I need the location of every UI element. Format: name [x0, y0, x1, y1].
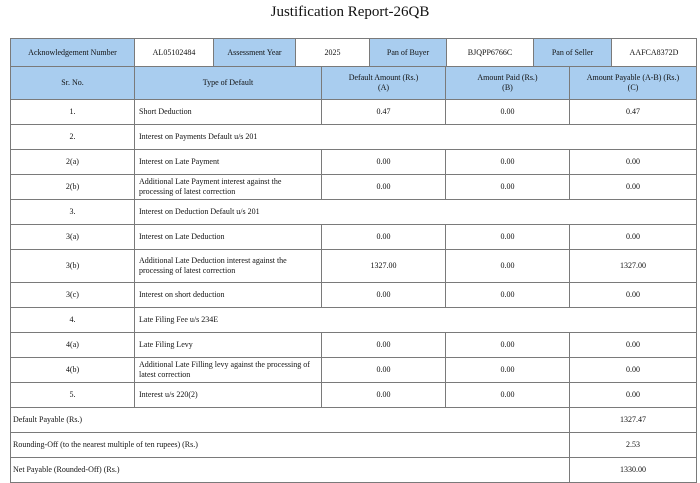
default-payable-label: Default Payable (Rs.)	[11, 408, 570, 433]
total-row-net-payable	[11, 458, 697, 483]
table-row	[11, 250, 697, 283]
row-amount-paid: 0.00	[446, 150, 570, 175]
row-amount-payable: 0.00	[570, 358, 697, 383]
row-section-title: Late Filing Fee u/s 234E	[135, 308, 697, 333]
row-sr-no: 3(a)	[11, 225, 135, 250]
row-amount-paid: 0.00	[446, 283, 570, 308]
row-amount-paid: 0.00	[446, 358, 570, 383]
row-type-of-default: Late Filing Levy	[135, 333, 322, 358]
row-type-of-default: Interest on Late Deduction	[135, 225, 322, 250]
row-amount-paid: 0.00	[446, 225, 570, 250]
row-type-of-default: Interest on Late Payment	[135, 150, 322, 175]
info-table	[10, 38, 697, 67]
pan-buyer-label: Pan of Buyer	[370, 39, 447, 67]
row-section-title: Interest on Payments Default u/s 201	[135, 125, 697, 150]
row-amount-payable: 0.00	[570, 383, 697, 408]
row-sr-no: 1.	[11, 100, 135, 125]
row-amount-payable: 0.00	[570, 333, 697, 358]
row-sr-no: 5.	[11, 383, 135, 408]
row-default-amount: 0.47	[322, 100, 446, 125]
row-type-of-default: Short Deduction	[135, 100, 322, 125]
table-row	[11, 225, 697, 250]
net-payable-label: Net Payable (Rounded-Off) (Rs.)	[11, 458, 570, 483]
row-sr-no: 3.	[11, 200, 135, 225]
row-amount-payable: 1327.00	[570, 250, 697, 283]
row-default-amount: 0.00	[322, 383, 446, 408]
pan-buyer-value: BJQPP6766C	[447, 39, 534, 67]
row-type-of-default: Additional Late Payment interest against the processing of latest correction	[135, 175, 322, 200]
header-amount-payable	[570, 67, 697, 100]
row-type-of-default: Interest u/s 220(2)	[135, 383, 322, 408]
row-sr-no: 2(b)	[11, 175, 135, 200]
row-default-amount: 1327.00	[322, 250, 446, 283]
net-payable-value: 1330.00	[570, 458, 697, 483]
assessment-year-label: Assessment Year	[214, 39, 296, 67]
header-amount-payable-sub: (C)	[627, 83, 639, 92]
row-amount-payable: 0.47	[570, 100, 697, 125]
header-amount-paid	[446, 67, 570, 100]
row-default-amount: 0.00	[322, 150, 446, 175]
header-default-amount	[322, 67, 446, 100]
table-row	[11, 383, 697, 408]
row-amount-paid: 0.00	[446, 100, 570, 125]
table-row	[11, 358, 697, 383]
table-row	[11, 125, 697, 150]
row-amount-paid: 0.00	[446, 383, 570, 408]
default-payable-value: 1327.47	[570, 408, 697, 433]
ack-number-value: AL05102484	[135, 39, 214, 67]
row-sr-no: 3(b)	[11, 250, 135, 283]
pan-seller-label: Pan of Seller	[534, 39, 612, 67]
header-sr-no: Sr. No.	[11, 67, 135, 100]
row-default-amount: 0.00	[322, 225, 446, 250]
table-row	[11, 100, 697, 125]
row-sr-no: 3(c)	[11, 283, 135, 308]
table-row	[11, 283, 697, 308]
row-amount-payable: 0.00	[570, 175, 697, 200]
report-title: Justification Report-26QB	[270, 4, 430, 20]
table-row	[11, 308, 697, 333]
row-sr-no: 4(a)	[11, 333, 135, 358]
row-amount-paid: 0.00	[446, 250, 570, 283]
row-sr-no: 2(a)	[11, 150, 135, 175]
rounding-off-label: Rounding-Off (to the nearest multiple of ten rupees) (Rs.)	[11, 433, 570, 458]
row-sr-no: 4(b)	[11, 358, 135, 383]
total-row-rounding-off	[11, 433, 697, 458]
ack-number-label: Acknowledgement Number	[11, 39, 135, 67]
header-row	[11, 67, 697, 100]
row-amount-payable: 0.00	[570, 283, 697, 308]
info-row	[11, 39, 697, 67]
default-table	[10, 66, 697, 483]
row-default-amount: 0.00	[322, 283, 446, 308]
row-sr-no: 4.	[11, 308, 135, 333]
table-row	[11, 333, 697, 358]
header-amount-paid-label: Amount Paid (Rs.)	[477, 73, 538, 82]
pan-seller-value: AAFCA8372D	[612, 39, 697, 67]
header-amount-paid-sub: (B)	[502, 83, 513, 92]
row-type-of-default: Interest on short deduction	[135, 283, 322, 308]
row-amount-paid: 0.00	[446, 333, 570, 358]
row-default-amount: 0.00	[322, 175, 446, 200]
total-row-default-payable	[11, 408, 697, 433]
header-type-of-default: Type of Default	[135, 67, 322, 100]
assessment-year-value: 2025	[296, 39, 370, 67]
header-default-amount-sub: (A)	[377, 83, 390, 92]
row-sr-no: 2.	[11, 125, 135, 150]
header-amount-payable-label: Amount Payable (A-B) (Rs.)	[586, 73, 680, 82]
row-section-title: Interest on Deduction Default u/s 201	[135, 200, 697, 225]
row-amount-payable: 0.00	[570, 150, 697, 175]
table-row	[11, 175, 697, 200]
row-amount-paid: 0.00	[446, 175, 570, 200]
row-type-of-default: Additional Late Deduction interest against the processing of latest correction	[135, 250, 322, 283]
header-default-amount-label: Default Amount (Rs.)	[348, 73, 419, 82]
row-default-amount: 0.00	[322, 358, 446, 383]
table-row	[11, 200, 697, 225]
table-row	[11, 150, 697, 175]
row-default-amount: 0.00	[322, 333, 446, 358]
row-amount-payable: 0.00	[570, 225, 697, 250]
row-type-of-default: Additional Late Filling levy against the processing of latest correction	[135, 358, 322, 383]
rounding-off-value: 2.53	[570, 433, 697, 458]
